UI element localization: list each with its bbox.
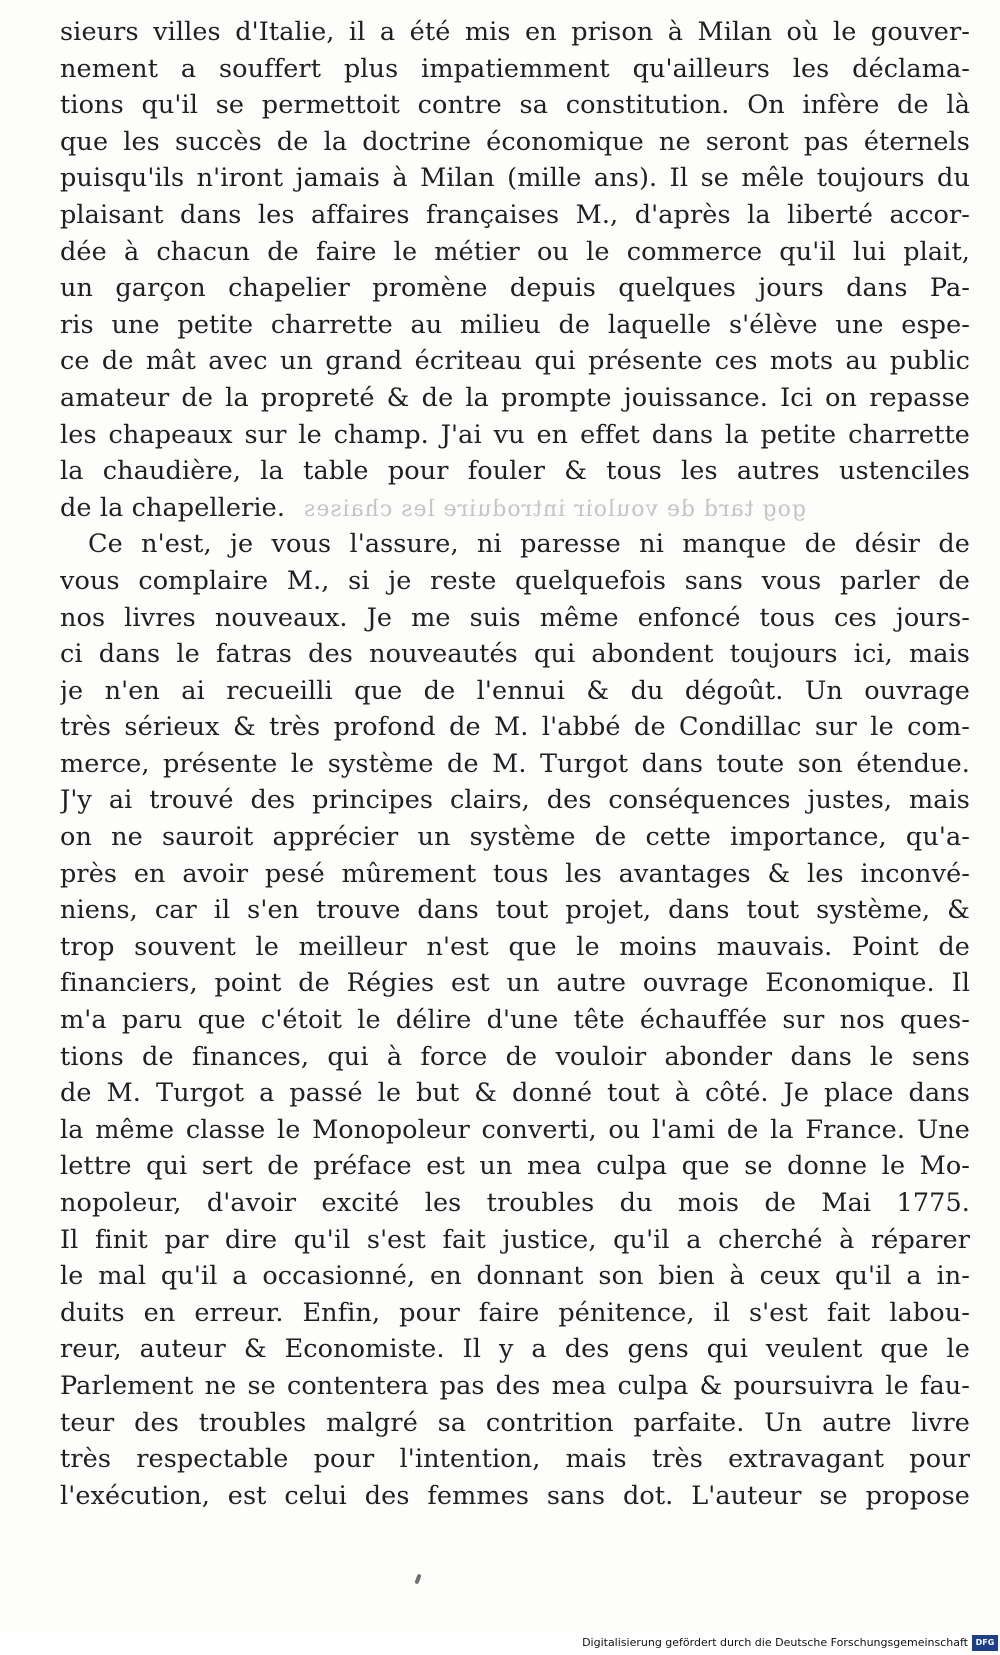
text-line: nement a souffert plus impatiemment qu'ailleurs les déclama-	[60, 53, 970, 84]
text-line: niens, car il s'en trouve dans tout projet, dans tout système, &	[60, 895, 970, 926]
text-line: je n'en ai recueilli que de l'ennui & du dégoût. Un ouvrage	[60, 675, 970, 706]
ink-speck	[414, 1574, 421, 1585]
text-line: lettre qui sert de préface est un mea culpa que se donne le Mo-	[60, 1151, 970, 1182]
text-line: vous complaire M., si je reste quelquefois sans vous parler de	[60, 565, 970, 596]
text-line: teur des troubles malgré sa contrition parfaite. Un autre livre	[60, 1407, 970, 1438]
text-line: Parlement ne se contentera pas des mea culpa & poursuivra le fau-	[60, 1370, 970, 1401]
text-line: reur, auteur & Economiste. Il y a des gens qui veulent que le	[60, 1334, 970, 1365]
text-line: tions qu'il se permettoit contre sa constitution. On infère de là	[60, 90, 970, 121]
text-line: merce, présente le système de M. Turgot dans toute son étendue.	[60, 748, 970, 779]
text-line: J'y ai trouvé des principes clairs, des conséquences justes, mais	[60, 785, 970, 816]
text-line: les chapeaux sur le champ. J'ai vu en effet dans la petite charrette	[60, 419, 970, 450]
paragraph-end-line	[60, 490, 970, 527]
text-line: amateur de la propreté & de la prompte jouissance. Ici on repasse	[60, 382, 970, 413]
text-line: très respectable pour l'intention, mais très extravagant pour	[60, 1444, 970, 1475]
text-line: la même classe le Monopoleur converti, ou l'ami de la France. Une	[60, 1114, 970, 1145]
text-line: puisqu'ils n'iront jamais à Milan (mille ans). Il se mêle toujours du	[60, 163, 970, 194]
text-line: nos livres nouveaux. Je me suis même enfoncé tous ces jours-	[60, 602, 970, 633]
text-line: dée à chacun de faire le métier ou le commerce qu'il lui plait,	[60, 236, 970, 267]
text-line: sieurs villes d'Italie, il a été mis en prison à Milan où le gouver-	[60, 17, 970, 47]
paragraph-start-line: Ce n'est, je vous l'assure, ni paresse ni manque de désir de	[88, 529, 970, 560]
text-line: que les succès de la doctrine économique ne seront pas éternels	[60, 126, 970, 157]
bleed-through-text: gog tard de vouloir introduire les chaises	[303, 496, 806, 522]
text-line: nopoleur, d'avoir excité les troubles du mois de Mai 1775.	[60, 1188, 970, 1218]
dfg-logo-icon: DFG	[972, 1635, 998, 1651]
body-text	[60, 14, 970, 1514]
text-line: ce de mât avec un grand écriteau qui présente ces mots au public	[60, 346, 970, 377]
text-line: duits en erreur. Enfin, pour faire pénitence, il s'est fait labou-	[60, 1297, 970, 1328]
text-line: très sérieux & très profond de M. l'abbé de Condillac sur le com-	[60, 712, 970, 743]
text-line: de M. Turgot a passé le but & donné tout à côté. Je place dans	[60, 1078, 970, 1109]
text-line: de la chapellerie.	[60, 492, 286, 523]
text-line: tions de finances, qui à force de vouloir abonder dans le sens	[60, 1041, 970, 1072]
digitization-footer	[0, 1633, 1000, 1655]
text-line: trop souvent le meilleur n'est que le moins mauvais. Point de	[60, 931, 970, 962]
text-line: un garçon chapelier promène depuis quelques jours dans Pa-	[60, 273, 970, 304]
text-line: près en avoir pesé mûrement tous les avantages & les inconvé-	[60, 858, 970, 889]
text-line: Il finit par dire qu'il s'est fait justice, qu'il a cherché à réparer	[60, 1224, 970, 1255]
text-line: on ne sauroit apprécier un système de cette importance, qu'a-	[60, 822, 970, 853]
text-line: m'a paru que c'étoit le délire d'une tête échauffée sur nos ques-	[60, 1005, 970, 1036]
text-line: plaisant dans les affaires françaises M., d'après la liberté accor-	[60, 199, 970, 230]
text-line: l'exécution, est celui des femmes sans dot. L'auteur se propose	[60, 1480, 970, 1511]
text-line: ris une petite charrette au milieu de laquelle s'élève une espe-	[60, 309, 970, 340]
text-line: la chaudière, la table pour fouler & tous les autres ustenciles	[60, 456, 970, 487]
footer-credit: Digitalisierung gefördert durch die Deutsche Forschungsgemeinschaft	[582, 1636, 968, 1649]
text-line: financiers, point de Régies est un autre ouvrage Economique. Il	[60, 968, 970, 999]
text-line: le mal qu'il a occasionné, en donnant son bien à ceux qu'il a in-	[60, 1261, 970, 1292]
text-line: ci dans le fatras des nouveautés qui abondent toujours ici, mais	[60, 639, 970, 670]
